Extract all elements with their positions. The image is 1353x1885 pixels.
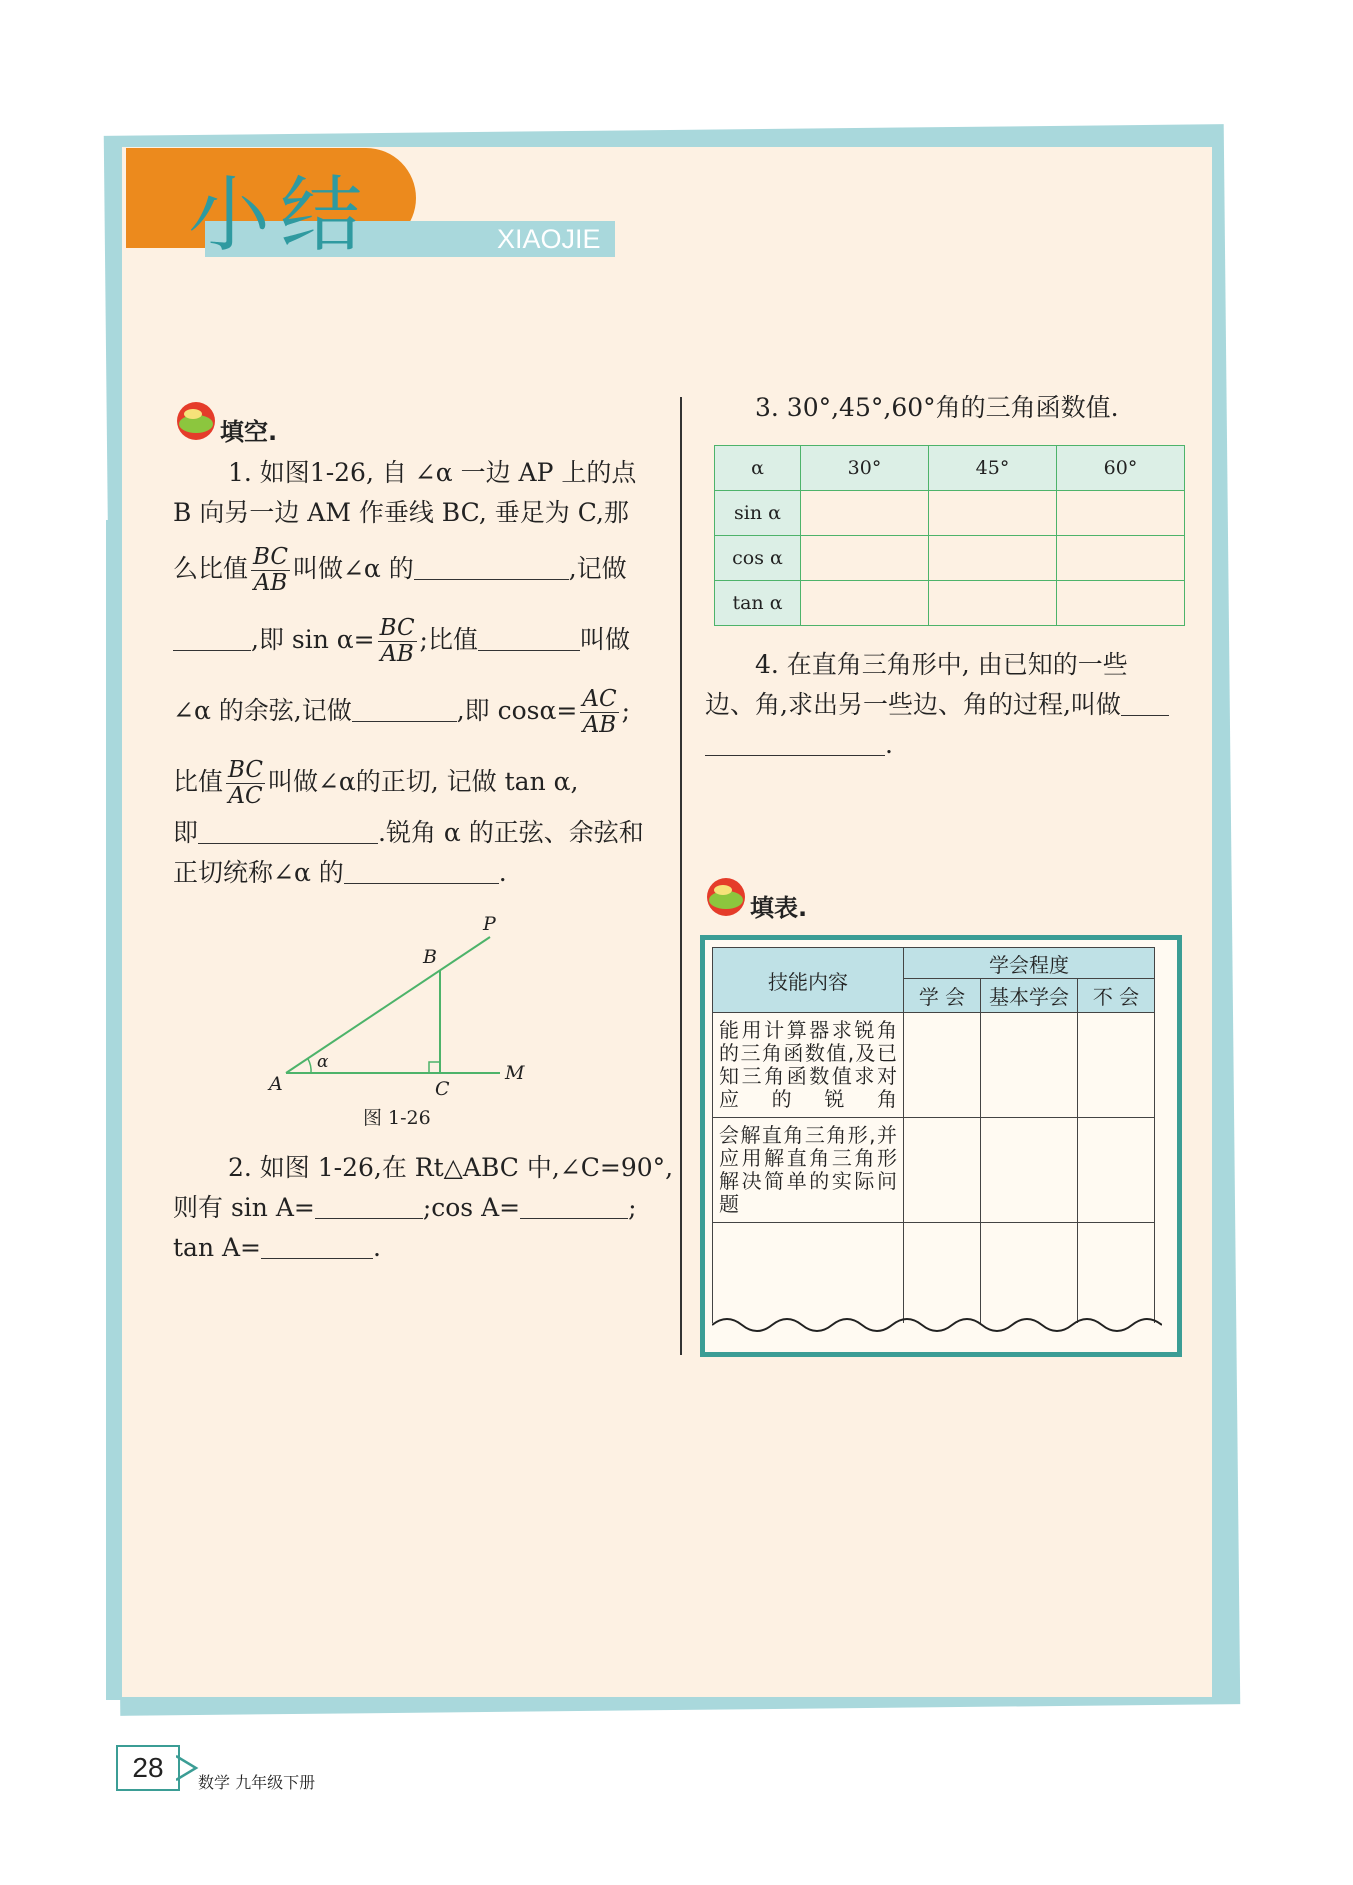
q2-text: ;cos A= [422, 1193, 521, 1222]
section-icon [705, 876, 747, 918]
table-row [713, 948, 1155, 979]
check-cell[interactable] [981, 1223, 1078, 1324]
table-row [715, 536, 1185, 581]
page-title: 小结 [188, 168, 373, 263]
table-row [713, 1223, 1155, 1324]
label-alpha: α [317, 1052, 329, 1072]
q2-line2 [173, 1195, 637, 1220]
table-header-cell: 30° [801, 446, 929, 491]
q1-text: 叫做∠α的正切, 记做 tan α, [267, 767, 579, 796]
blank[interactable] [705, 733, 885, 756]
fraction-ac-ab [580, 687, 618, 739]
table-row-label: tan α [715, 581, 801, 626]
right-angle-mark [429, 1062, 440, 1073]
label-b: B [423, 946, 437, 968]
answer-cell[interactable] [1057, 581, 1185, 626]
trig-value-table [714, 445, 1185, 626]
label-m: M [505, 1062, 525, 1084]
frac-num: BC [228, 756, 263, 783]
q3-text: 3. 30°,45°,60°角的三角函数值. [755, 393, 1119, 422]
fraction-bc-ac [226, 758, 265, 810]
blank[interactable] [344, 861, 499, 884]
q4-line3 [705, 732, 893, 757]
q1-text: 比值 [173, 767, 224, 796]
blank[interactable] [352, 699, 457, 722]
table-header-cell: 45° [929, 446, 1057, 491]
book-title: 数学 九年级下册 [198, 1773, 316, 1792]
page-subtitle: XIAOJIE [497, 224, 601, 254]
q1-text: . [498, 858, 507, 887]
q4-line1: 4. 在直角三角形中, 由已知的一些 [755, 650, 1128, 679]
skill-item: 会解直角三角形,并应用解直角三角形解决简单的实际问题 [713, 1118, 904, 1223]
q2-line3 [173, 1235, 381, 1260]
q1-text: 正切统称∠α 的 [173, 858, 344, 887]
table-header-cell: α [715, 446, 801, 491]
fraction-bc-ab [251, 545, 290, 597]
q1-line6 [173, 752, 578, 812]
table-header-cell: 60° [1057, 446, 1185, 491]
q1-text: 叫做∠α 的 [292, 554, 414, 583]
skill-item: 能用计算器求锐角的三角函数值,及已知三角函数值求对应的锐角 [713, 1013, 904, 1118]
col-level-header: 学会程度 [904, 948, 1155, 979]
frac-den: AB [582, 712, 617, 738]
q1-text: .锐角 α 的正弦、余弦和 [378, 818, 644, 847]
section-icon [175, 400, 217, 442]
q2-text: ; [628, 1193, 637, 1222]
answer-cell[interactable] [929, 491, 1057, 536]
level-header: 学 会 [904, 979, 981, 1013]
check-cell[interactable] [904, 1013, 981, 1118]
answer-cell[interactable] [801, 536, 929, 581]
blank[interactable] [520, 1196, 628, 1219]
answer-cell[interactable] [801, 491, 929, 536]
q4-line2 [705, 692, 1169, 717]
answer-cell[interactable] [801, 581, 929, 626]
table-row-label: cos α [715, 536, 801, 581]
answer-cell[interactable] [929, 536, 1057, 581]
blank-cell[interactable] [713, 1223, 904, 1324]
table-row-label: sin α [715, 491, 801, 536]
level-header: 基本学会 [981, 979, 1078, 1013]
q2-text: . [373, 1233, 381, 1262]
frac-num: BC [253, 543, 288, 570]
answer-cell[interactable] [1057, 536, 1185, 581]
level-header: 不 会 [1078, 979, 1155, 1013]
check-cell[interactable] [1078, 1223, 1155, 1324]
table-row [715, 581, 1185, 626]
q1-text: ,即 cosα= [456, 696, 578, 725]
frac-den: AB [380, 641, 414, 667]
check-cell[interactable] [981, 1013, 1078, 1118]
frac-num: AC [582, 685, 617, 712]
blank[interactable] [261, 1236, 373, 1259]
page-number: 28 [116, 1745, 180, 1791]
page-tab-arrow-icon [176, 1752, 200, 1784]
label-p: P [483, 913, 496, 935]
q1-text: 叫做 [579, 625, 630, 654]
q1-text: 么比值 [173, 554, 249, 583]
label-c: C [435, 1078, 450, 1100]
section-heading-fill-blank: 填空. [220, 418, 278, 446]
q4-text: . [885, 730, 893, 759]
q1-line4 [173, 610, 630, 670]
blank[interactable] [478, 628, 580, 651]
blank[interactable] [414, 557, 569, 580]
q1-line3 [173, 539, 627, 599]
blank[interactable] [198, 821, 378, 844]
q1-line7 [173, 820, 644, 845]
check-cell[interactable] [1078, 1118, 1155, 1223]
column-divider [680, 397, 682, 1355]
q1-text: 即 [173, 818, 199, 847]
q1-text: ,即 sin α= [251, 625, 375, 654]
q1-text: ; [621, 696, 630, 725]
check-cell[interactable] [981, 1118, 1078, 1223]
blank[interactable] [1121, 693, 1169, 716]
check-cell[interactable] [1078, 1013, 1155, 1118]
table-row [715, 491, 1185, 536]
frac-num: BC [379, 614, 415, 641]
blank[interactable] [173, 628, 251, 651]
fraction-bc-ab [378, 616, 417, 668]
frac-den: AC [228, 783, 263, 809]
angle-arc [308, 1059, 311, 1073]
q1-line8 [173, 860, 507, 885]
col-skill-header: 技能内容 [713, 948, 904, 1013]
q1-text: ,记做 [568, 554, 627, 583]
q1-line2: B 向另一边 AM 作垂线 BC, 垂足为 C,那 [173, 498, 629, 527]
label-a: A [269, 1073, 283, 1095]
section-heading-fill-table: 填表. [750, 894, 808, 922]
figure-caption: 图 1-26 [363, 1107, 431, 1129]
q1-text: ;比值 [419, 625, 478, 654]
q4-text: 边、角,求出另一些边、角的过程,叫做 [705, 690, 1121, 719]
table-row [713, 1118, 1155, 1223]
q2-text: 则有 sin A= [173, 1193, 315, 1222]
check-cell[interactable] [904, 1223, 981, 1324]
answer-cell[interactable] [929, 581, 1057, 626]
q2-text: tan A= [173, 1233, 262, 1262]
table-row [715, 446, 1185, 491]
q1-line5 [173, 681, 630, 741]
q1-text: ∠α 的余弦,记做 [173, 696, 352, 725]
frac-den: AB [253, 570, 288, 596]
blank[interactable] [315, 1196, 423, 1219]
skills-table [712, 947, 1155, 1323]
check-cell[interactable] [904, 1118, 981, 1223]
answer-cell[interactable] [1057, 491, 1185, 536]
table-row [713, 1013, 1155, 1118]
figure-1-26 [255, 905, 555, 1130]
q2-line1: 2. 如图 1-26,在 Rt△ABC 中,∠C=90°, [228, 1153, 674, 1182]
wavy-edge [712, 1310, 1162, 1340]
q1-line1: 1. 如图1-26, 自 ∠α 一边 AP 上的点 [228, 458, 637, 487]
